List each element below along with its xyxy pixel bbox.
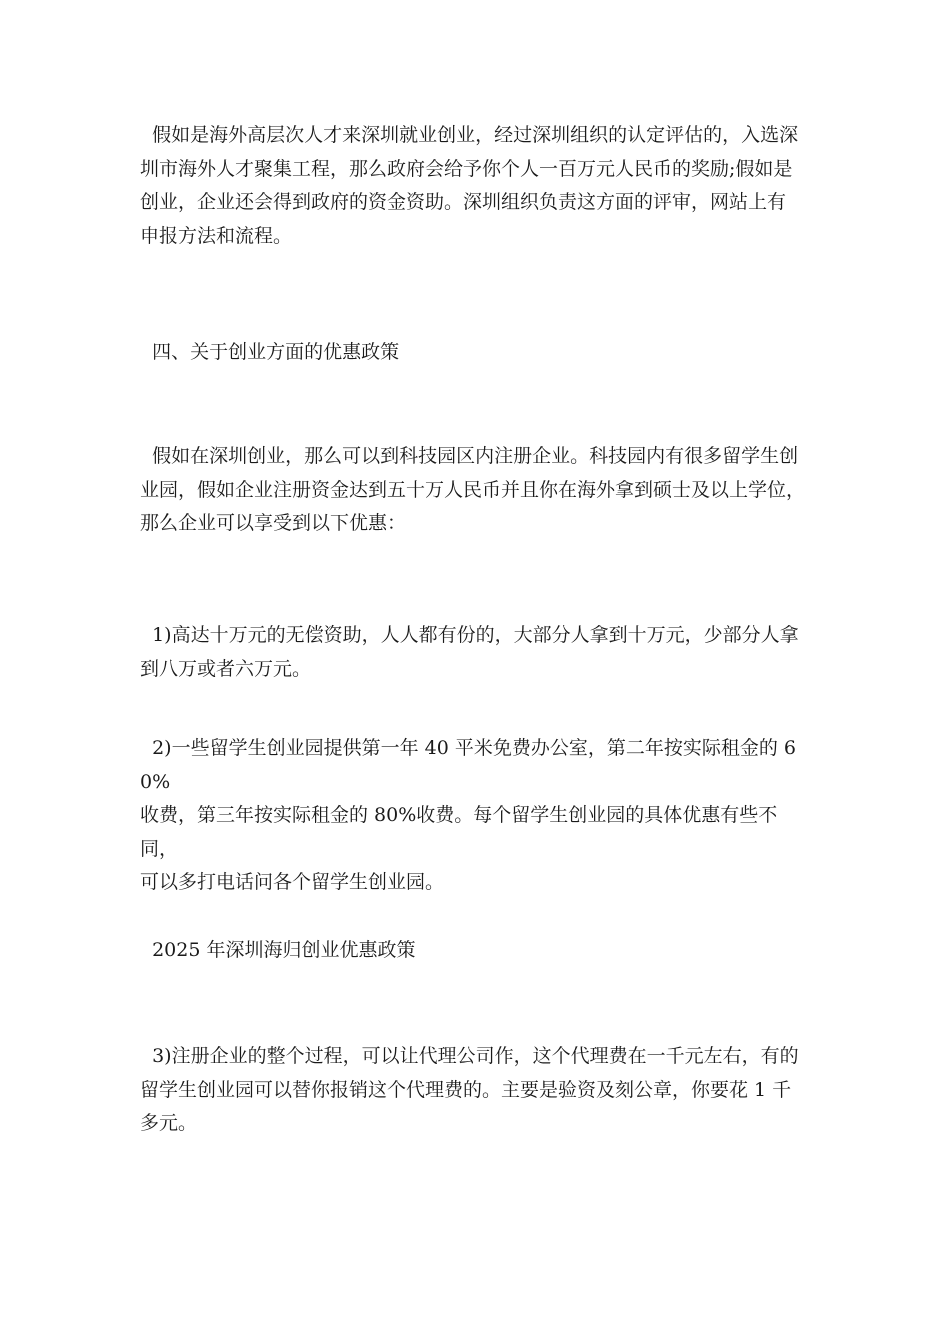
heading-text: 2025 年深圳海归创业优惠政策 <box>140 939 416 961</box>
text-line: 圳市海外人才聚集工程，那么政府会给予你个人一百万元人民币的奖励;假如是 <box>140 157 793 180</box>
text-line: 留学生创业园可以替你报销这个代理费的。主要是验资及刻公章，你要花 1 千 <box>140 1078 792 1101</box>
paragraph-tech-park <box>140 440 810 541</box>
text-line: 收费，第三年按实际租金的 80%收费。每个留学生创业园的具体优惠有些不同， <box>140 804 778 860</box>
text-line: 假如在深圳创业，那么可以到科技园区内注册企业。科技园内有很多留学生创 <box>140 445 799 467</box>
text-line: 到八万或者六万元。 <box>140 657 312 680</box>
text-line: 可以多打电话问各个留学生创业园。 <box>140 871 445 893</box>
text-line: 假如是海外高层次人才来深圳就业创业，经过深圳组织的认定评估的，入选深 <box>140 124 799 146</box>
section-heading-2025-policy <box>140 934 810 968</box>
list-item-2-office <box>140 732 810 900</box>
text-line: 2)一些留学生创业园提供第一年 40 平米免费办公室，第二年按实际租金的 60% <box>140 737 796 793</box>
list-item-1-grant <box>140 619 810 686</box>
text-line: 多元。 <box>140 1112 198 1134</box>
text-line: 创业，企业还会得到政府的资金资助。深圳组织负责这方面的评审，网站上有 <box>140 191 787 213</box>
text-line: 1)高达十万元的无偿资助，人人都有份的，大部分人拿到十万元，少部分人拿 <box>140 624 799 646</box>
heading-text: 四、关于创业方面的优惠政策 <box>140 341 400 363</box>
text-line: 业园，假如企业注册资金达到五十万人民币并且你在海外拿到硕士及以上学位， <box>140 478 806 501</box>
list-item-3-registration <box>140 1040 810 1141</box>
paragraph-overseas-talent <box>140 119 810 253</box>
text-line: 申报方法和流程。 <box>140 224 293 247</box>
text-line: 3)注册企业的整个过程，可以让代理公司作，这个代理费在一千元左右，有的 <box>140 1045 799 1067</box>
text-line: 那么企业可以享受到以下优惠： <box>140 512 407 534</box>
section-heading-startup-policy <box>140 336 810 370</box>
